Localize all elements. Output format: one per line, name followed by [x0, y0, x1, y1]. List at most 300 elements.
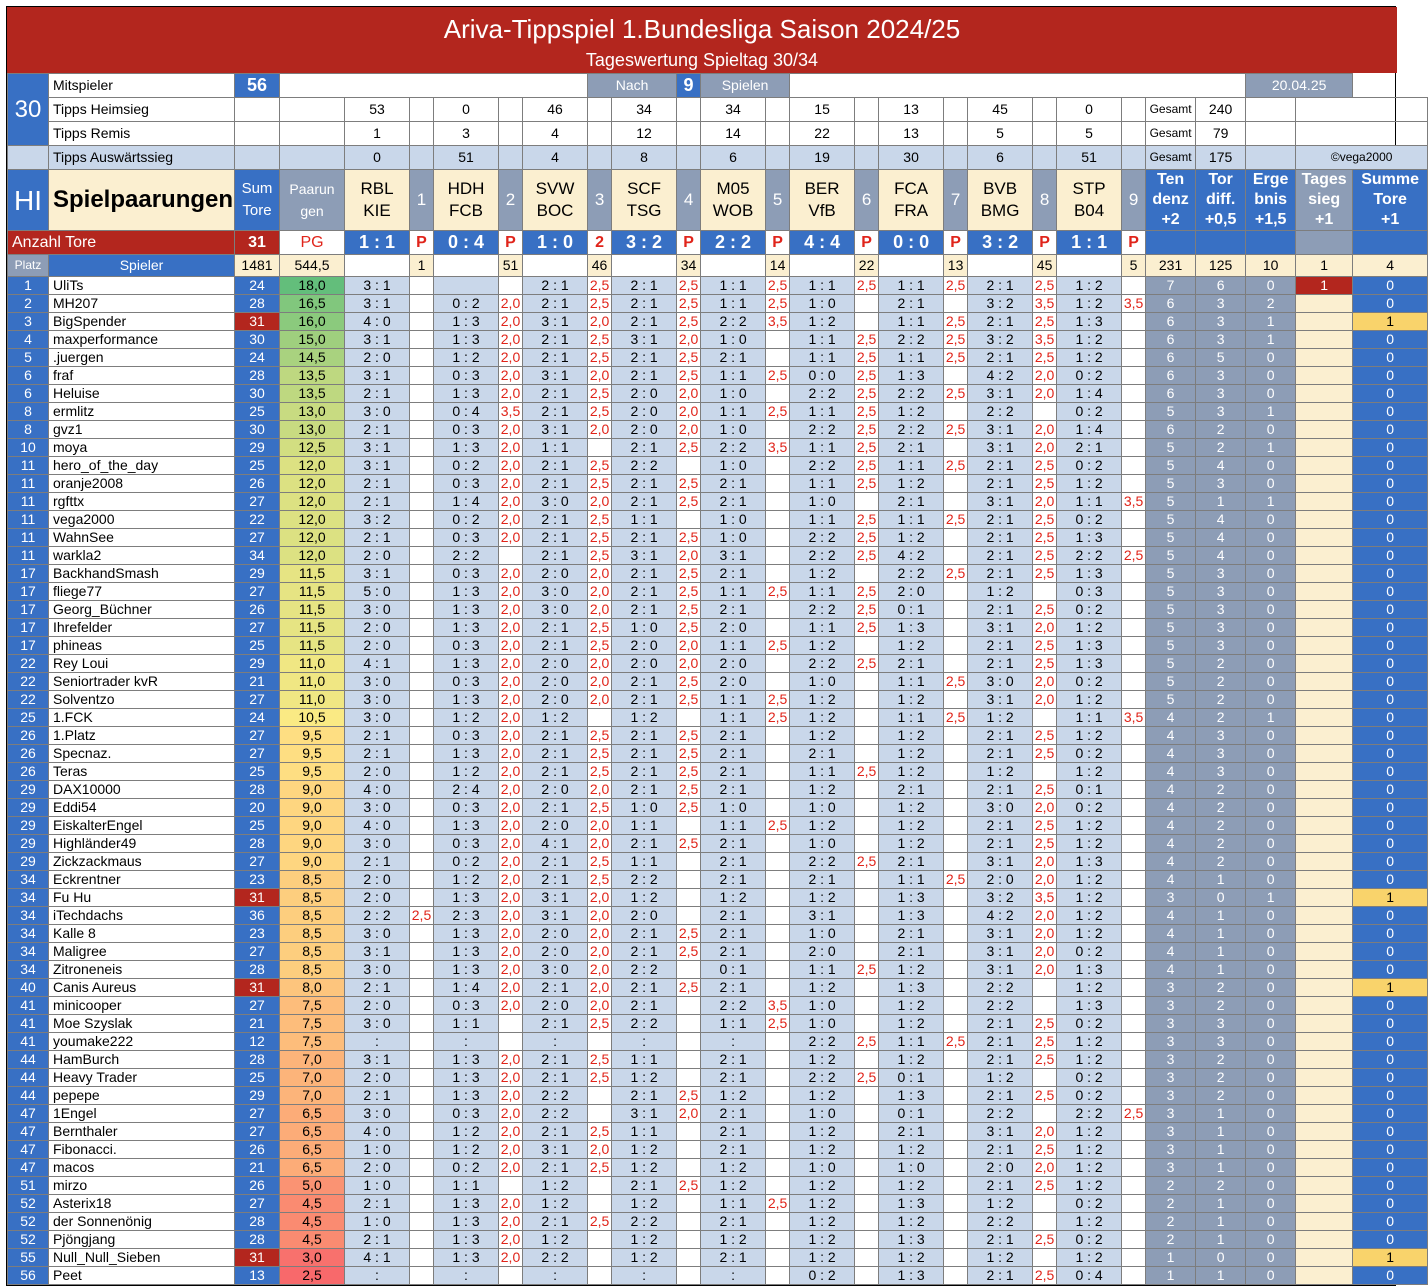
- player-points: 8,5: [280, 907, 345, 925]
- rank: 25: [8, 709, 49, 727]
- player-row: [8, 853, 1428, 871]
- player-name: ermlitz: [49, 403, 235, 421]
- bonus-ergebnis: 0: [1246, 421, 1296, 439]
- match-teams: [790, 170, 855, 231]
- player-tip-points: [410, 295, 434, 313]
- tip-count: 0: [434, 98, 499, 122]
- player-tip-points: [410, 997, 434, 1015]
- player-tip-points: 2,5: [766, 295, 790, 313]
- player-tip: 1 : 0: [701, 331, 766, 349]
- player-tip: 3 : 0: [345, 1015, 410, 1033]
- rank: 11: [8, 475, 49, 493]
- player-tip: 1 : 0: [701, 421, 766, 439]
- player-tip: 1 : 2: [790, 1123, 855, 1141]
- matchday-number: 30: [8, 74, 49, 146]
- player-tip-points: 2,0: [499, 583, 523, 601]
- bonus-tordiff: 2: [1196, 979, 1246, 997]
- player-tip: 2 : 1: [523, 511, 588, 529]
- player-row: [8, 709, 1428, 727]
- tip-count: 5: [968, 122, 1033, 146]
- rank: 11: [8, 493, 49, 511]
- player-tip: 0 : 4: [434, 403, 499, 421]
- player-row: [8, 331, 1428, 349]
- player-tip-points: [1122, 313, 1146, 331]
- player-tip: 1 : 3: [879, 619, 944, 637]
- player-tip-points: [1033, 997, 1057, 1015]
- bonus-ergebnis: 0: [1246, 1033, 1296, 1051]
- player-points: 4,5: [280, 1195, 345, 1213]
- player-row: [8, 511, 1428, 529]
- player-tip-points: 2,5: [1033, 1051, 1057, 1069]
- bonus-ergebnis: 0: [1246, 637, 1296, 655]
- player-tip-points: 2,0: [1033, 367, 1057, 385]
- player-tip-points: 2,0: [499, 1141, 523, 1159]
- player-tip-points: [944, 1069, 968, 1087]
- tip-count: 51: [434, 146, 499, 170]
- empty: [434, 255, 499, 277]
- rank: 34: [8, 907, 49, 925]
- player-tip-points: 2,5: [855, 583, 879, 601]
- tip-count: 15: [790, 98, 855, 122]
- player-tip: 2 : 1: [612, 997, 677, 1015]
- player-tip: 1 : 3: [434, 1051, 499, 1069]
- player-tip-points: [766, 1141, 790, 1159]
- player-tip-points: [1122, 1141, 1146, 1159]
- player-tip: 2 : 0: [345, 763, 410, 781]
- player-tip-points: [677, 889, 701, 907]
- bonus-tendenz: 5: [1146, 529, 1196, 547]
- player-tip: 1 : 1: [701, 709, 766, 727]
- player-tip-points: [766, 673, 790, 691]
- tip-count: 5: [1057, 122, 1122, 146]
- player-tip-points: 2,5: [588, 277, 612, 295]
- player-tip: 2 : 2: [879, 421, 944, 439]
- player-name: Teras: [49, 763, 235, 781]
- tip-count: 13: [879, 122, 944, 146]
- player-tip: 2 : 1: [523, 1213, 588, 1231]
- bonus-summe-tore: 0: [1353, 457, 1428, 475]
- player-tip: 2 : 1: [523, 277, 588, 295]
- player-name: Kalle 8: [49, 925, 235, 943]
- player-tip-points: [855, 799, 879, 817]
- player-tip: :: [701, 1267, 766, 1285]
- player-tip-points: 2,0: [499, 385, 523, 403]
- bonus-tagessieg: [1296, 367, 1353, 385]
- player-points: 8,0: [280, 979, 345, 997]
- player-tip-points: 2,5: [588, 475, 612, 493]
- bonus-summe-tore: 0: [1353, 727, 1428, 745]
- player-goals: 31: [235, 1249, 280, 1267]
- player-tip: 3 : 1: [968, 1123, 1033, 1141]
- bonus-summe-tore: 0: [1353, 709, 1428, 727]
- player-row: [8, 1087, 1428, 1105]
- player-tip: 2 : 0: [879, 583, 944, 601]
- player-tip-points: [944, 529, 968, 547]
- player-points: 7,5: [280, 1033, 345, 1051]
- player-tip-points: [766, 781, 790, 799]
- player-row: [8, 1033, 1428, 1051]
- bonus-tagessieg: 1: [1296, 277, 1353, 295]
- player-tip: 1 : 2: [1057, 763, 1122, 781]
- empty: [1246, 98, 1296, 122]
- player-tip: 0 : 2: [1057, 1195, 1122, 1213]
- player-row: [8, 619, 1428, 637]
- player-tip: 1 : 1: [701, 817, 766, 835]
- empty: [766, 146, 790, 170]
- player-tip-points: 2,5: [1122, 1105, 1146, 1123]
- bonus-sum: 125: [1196, 255, 1246, 277]
- tip-count: 3: [434, 122, 499, 146]
- player-tip-points: 2,5: [944, 709, 968, 727]
- player-tip: 1 : 1: [701, 691, 766, 709]
- match-teams: [612, 170, 677, 231]
- player-tip: 2 : 1: [523, 637, 588, 655]
- bonus-ergebnis: 1: [1246, 889, 1296, 907]
- bonus-tordiff: 3: [1196, 637, 1246, 655]
- player-tip-points: 2,5: [1033, 277, 1057, 295]
- bonus-ergebnis: 1: [1246, 493, 1296, 511]
- player-tip: 1 : 2: [612, 1231, 677, 1249]
- player-tip: 1 : 0: [345, 1177, 410, 1195]
- player-tip-points: 2,5: [766, 403, 790, 421]
- player-tip-points: [410, 1123, 434, 1141]
- match-number: 2: [499, 170, 523, 231]
- player-tip-points: 2,0: [588, 313, 612, 331]
- player-goals: 21: [235, 673, 280, 691]
- bonus-tordiff: 0: [1196, 889, 1246, 907]
- player-tip: 2 : 1: [968, 781, 1033, 799]
- player-points: 8,5: [280, 889, 345, 907]
- bonus-sum: 10: [1246, 255, 1296, 277]
- player-tip-points: [855, 1231, 879, 1249]
- player-tip-points: 2,0: [588, 655, 612, 673]
- player-tip-points: 2,5: [1122, 547, 1146, 565]
- player-tip: 1 : 1: [879, 871, 944, 889]
- player-tip: 0 : 2: [434, 1159, 499, 1177]
- match-teams: [523, 170, 588, 231]
- header-line: +2: [1161, 211, 1180, 228]
- player-tip-points: 2,5: [588, 547, 612, 565]
- player-tip: 2 : 1: [612, 763, 677, 781]
- player-tip: 3 : 1: [345, 1051, 410, 1069]
- player-tip-points: 2,0: [1033, 439, 1057, 457]
- player-tip: 2 : 1: [612, 925, 677, 943]
- bonus-ergebnis: 0: [1246, 565, 1296, 583]
- bonus-ergebnis: 0: [1246, 1249, 1296, 1267]
- player-tip-points: [944, 763, 968, 781]
- player-points: 8,5: [280, 961, 345, 979]
- bonus-summe-tore: 0: [1353, 1213, 1428, 1231]
- player-tip: 1 : 3: [434, 1213, 499, 1231]
- player-tip-points: [766, 1249, 790, 1267]
- player-tip: 1 : 1: [701, 277, 766, 295]
- player-tip-points: [588, 1087, 612, 1105]
- player-tip-points: [410, 925, 434, 943]
- empty: [677, 122, 701, 146]
- player-tip: 2 : 1: [968, 835, 1033, 853]
- player-tip: 1 : 3: [434, 313, 499, 331]
- player-tip-points: 2,0: [1033, 799, 1057, 817]
- player-tip: 1 : 2: [523, 1177, 588, 1195]
- player-tip-points: 3,5: [1033, 889, 1057, 907]
- player-tip: 1 : 1: [879, 457, 944, 475]
- bonus-summe-tore: 0: [1353, 1087, 1428, 1105]
- player-row: [8, 997, 1428, 1015]
- player-tip: 1 : 0: [790, 997, 855, 1015]
- player-tip: 0 : 2: [434, 511, 499, 529]
- player-row: [8, 727, 1428, 745]
- bonus-summe-tore: 0: [1353, 439, 1428, 457]
- player-tip-points: [944, 403, 968, 421]
- player-tip-points: [410, 313, 434, 331]
- rank: 34: [8, 925, 49, 943]
- bonus-tagessieg: [1296, 295, 1353, 313]
- player-goals: 27: [235, 529, 280, 547]
- player-tip-points: [410, 673, 434, 691]
- player-tip-points: [1122, 1015, 1146, 1033]
- player-points: 11,0: [280, 655, 345, 673]
- player-tip: 1 : 2: [879, 691, 944, 709]
- player-name: rgfttx: [49, 493, 235, 511]
- header-line: +1: [1315, 211, 1334, 228]
- anzahl-tore-label: Anzahl Tore: [8, 231, 235, 255]
- bonus-ergebnis: 0: [1246, 817, 1296, 835]
- player-tip-points: [766, 943, 790, 961]
- player-tip: 0 : 2: [434, 295, 499, 313]
- player-tip-points: 2,0: [1033, 853, 1057, 871]
- player-tip-points: [1122, 655, 1146, 673]
- empty: [280, 146, 345, 170]
- player-tip-points: [410, 457, 434, 475]
- rank: 34: [8, 889, 49, 907]
- player-row: [8, 493, 1428, 511]
- player-name: Fu Hu: [49, 889, 235, 907]
- bonus-tagessieg: [1296, 889, 1353, 907]
- player-tip: 0 : 2: [1057, 367, 1122, 385]
- player-tip: 2 : 2: [523, 1105, 588, 1123]
- player-points: 16,5: [280, 295, 345, 313]
- player-tip-points: [677, 1159, 701, 1177]
- player-name: Fibonacci.: [49, 1141, 235, 1159]
- tip-count: 51: [1057, 146, 1122, 170]
- player-name: DAX10000: [49, 781, 235, 799]
- player-tip: 0 : 3: [434, 1105, 499, 1123]
- player-tip: 2 : 0: [523, 691, 588, 709]
- player-tip: 3 : 1: [523, 367, 588, 385]
- player-tip: 2 : 1: [1057, 439, 1122, 457]
- rank: 41: [8, 1015, 49, 1033]
- player-tip-points: 2,0: [499, 349, 523, 367]
- player-goals: 23: [235, 925, 280, 943]
- player-tip: 1 : 3: [879, 1267, 944, 1285]
- player-tip: 1 : 2: [790, 1177, 855, 1195]
- player-tip-points: [410, 1051, 434, 1069]
- player-tip-points: 2,0: [588, 835, 612, 853]
- match-symbol: P: [499, 231, 523, 255]
- rank: 41: [8, 997, 49, 1015]
- bonus-summe-tore: 1: [1353, 313, 1428, 331]
- player-row: [8, 1213, 1428, 1231]
- bonus-sum: 4: [1353, 255, 1428, 277]
- player-tip-points: 2,0: [499, 601, 523, 619]
- header-line: Sum: [241, 180, 273, 197]
- player-tip-points: [677, 1069, 701, 1087]
- player-tip-points: [1122, 727, 1146, 745]
- rank: 34: [8, 871, 49, 889]
- player-tip-points: 2,5: [766, 583, 790, 601]
- player-row: [8, 1231, 1428, 1249]
- player-tip-points: 2,0: [499, 439, 523, 457]
- bonus-tordiff: 1: [1196, 1123, 1246, 1141]
- bonus-ergebnis: 0: [1246, 367, 1296, 385]
- player-goals: 34: [235, 547, 280, 565]
- player-tip-points: [1122, 1267, 1146, 1285]
- player-tip-points: 2,0: [677, 385, 701, 403]
- tip-count: 1: [345, 122, 410, 146]
- player-tip: 2 : 1: [612, 1087, 677, 1105]
- player-tip-points: 2,5: [1033, 781, 1057, 799]
- player-tip: 2 : 2: [968, 979, 1033, 997]
- player-tip-points: [410, 583, 434, 601]
- player-tip-points: [1122, 619, 1146, 637]
- player-tip: 1 : 2: [701, 1177, 766, 1195]
- player-points: 18,0: [280, 277, 345, 295]
- player-row: [8, 1051, 1428, 1069]
- player-tip: 4 : 2: [968, 907, 1033, 925]
- bonus-tordiff: 3: [1196, 295, 1246, 313]
- bonus-ergebnis: 0: [1246, 583, 1296, 601]
- bonus-tagessieg: [1296, 691, 1353, 709]
- bonus-tagessieg: [1296, 853, 1353, 871]
- player-tip: 1 : 0: [701, 385, 766, 403]
- player-tip-points: [1122, 385, 1146, 403]
- player-tip: 2 : 2: [968, 1213, 1033, 1231]
- empty: [499, 98, 523, 122]
- player-row: [8, 385, 1428, 403]
- player-tip: :: [523, 1267, 588, 1285]
- player-tip: 1 : 2: [879, 961, 944, 979]
- player-row: [8, 1195, 1428, 1213]
- player-name: Null_Null_Sieben: [49, 1249, 235, 1267]
- bonus-tordiff: 1: [1196, 1267, 1246, 1285]
- player-tip: 1 : 3: [434, 439, 499, 457]
- player-tip: 3 : 1: [968, 853, 1033, 871]
- bonus-ergebnis: 0: [1246, 1177, 1296, 1195]
- player-tip: 1 : 0: [879, 1159, 944, 1177]
- player-points: 9,0: [280, 781, 345, 799]
- bonus-tendenz: 4: [1146, 745, 1196, 763]
- bonus-ergebnis: 0: [1246, 781, 1296, 799]
- player-tip-points: [766, 1177, 790, 1195]
- player-tip: 2 : 1: [523, 619, 588, 637]
- player-name: Highländer49: [49, 835, 235, 853]
- rank: 52: [8, 1213, 49, 1231]
- player-tip: 1 : 3: [434, 943, 499, 961]
- player-tip-points: [1122, 997, 1146, 1015]
- bonus-summe-tore: 0: [1353, 529, 1428, 547]
- player-tip-points: 3,5: [766, 439, 790, 457]
- player-tip-points: 2,5: [588, 1069, 612, 1087]
- rank: 55: [8, 1249, 49, 1267]
- player-tip-points: 2,0: [677, 403, 701, 421]
- bonus-tordiff: 2: [1196, 781, 1246, 799]
- player-tip: 2 : 1: [612, 475, 677, 493]
- player-goals: 21: [235, 1159, 280, 1177]
- player-tip-points: 2,5: [855, 331, 879, 349]
- anzahl-tore-value: 31: [235, 231, 280, 255]
- player-tip-points: [855, 1015, 879, 1033]
- player-tip-points: [1122, 961, 1146, 979]
- player-tip: 0 : 3: [434, 727, 499, 745]
- player-tip-points: [1122, 1213, 1146, 1231]
- player-tip: 2 : 2: [1057, 1105, 1122, 1123]
- player-row: [8, 313, 1428, 331]
- player-row: [8, 691, 1428, 709]
- player-tip-points: [1122, 475, 1146, 493]
- player-tip-points: [410, 871, 434, 889]
- player-tip-points: [410, 511, 434, 529]
- player-tip-points: [410, 1177, 434, 1195]
- player-row: [8, 547, 1428, 565]
- player-tip: 1 : 2: [1057, 835, 1122, 853]
- player-tip-points: 2,5: [1033, 1267, 1057, 1285]
- spreadsheet: [6, 6, 1420, 1286]
- bonus-tagessieg: [1296, 1177, 1353, 1195]
- player-points: 11,5: [280, 619, 345, 637]
- player-tip-points: 2,5: [588, 331, 612, 349]
- player-tip-points: [766, 727, 790, 745]
- player-tip-points: 2,5: [855, 385, 879, 403]
- player-tip-points: [1122, 835, 1146, 853]
- player-tip-points: 2,0: [588, 781, 612, 799]
- player-row: [8, 1123, 1428, 1141]
- player-tip-points: [766, 529, 790, 547]
- player-tip-points: 2,5: [677, 277, 701, 295]
- player-points: 14,5: [280, 349, 345, 367]
- player-tip-points: 2,0: [588, 565, 612, 583]
- player-goals: 27: [235, 1123, 280, 1141]
- player-row: [8, 655, 1428, 673]
- player-tip: 1 : 2: [879, 475, 944, 493]
- player-name: Solventzo: [49, 691, 235, 709]
- player-tip: 2 : 2: [790, 601, 855, 619]
- player-tip: 3 : 1: [968, 493, 1033, 511]
- player-tip-points: [944, 1267, 968, 1285]
- player-tip-points: 2,0: [588, 925, 612, 943]
- spielpaarungen-label: Spielpaarungen: [49, 170, 235, 231]
- player-tip-points: 2,5: [1033, 565, 1057, 583]
- bonus-summe-tore: 0: [1353, 421, 1428, 439]
- player-tip: 2 : 1: [701, 1249, 766, 1267]
- player-tip-points: [677, 457, 701, 475]
- player-points: 7,0: [280, 1051, 345, 1069]
- player-tip-points: [944, 835, 968, 853]
- empty: [677, 98, 701, 122]
- player-tip: 2 : 1: [968, 655, 1033, 673]
- player-goals: 26: [235, 601, 280, 619]
- player-tip: 2 : 1: [612, 943, 677, 961]
- player-tip-points: [855, 1177, 879, 1195]
- bonus-summe-tore: 0: [1353, 799, 1428, 817]
- player-tip: 1 : 2: [879, 799, 944, 817]
- player-tip: 1 : 0: [612, 799, 677, 817]
- bonus-summe-tore: 0: [1353, 637, 1428, 655]
- player-tip: 1 : 1: [612, 853, 677, 871]
- bonus-tendenz: 4: [1146, 925, 1196, 943]
- tip-count: 19: [790, 146, 855, 170]
- player-tip: 1 : 2: [1057, 619, 1122, 637]
- match-teams: [701, 170, 766, 231]
